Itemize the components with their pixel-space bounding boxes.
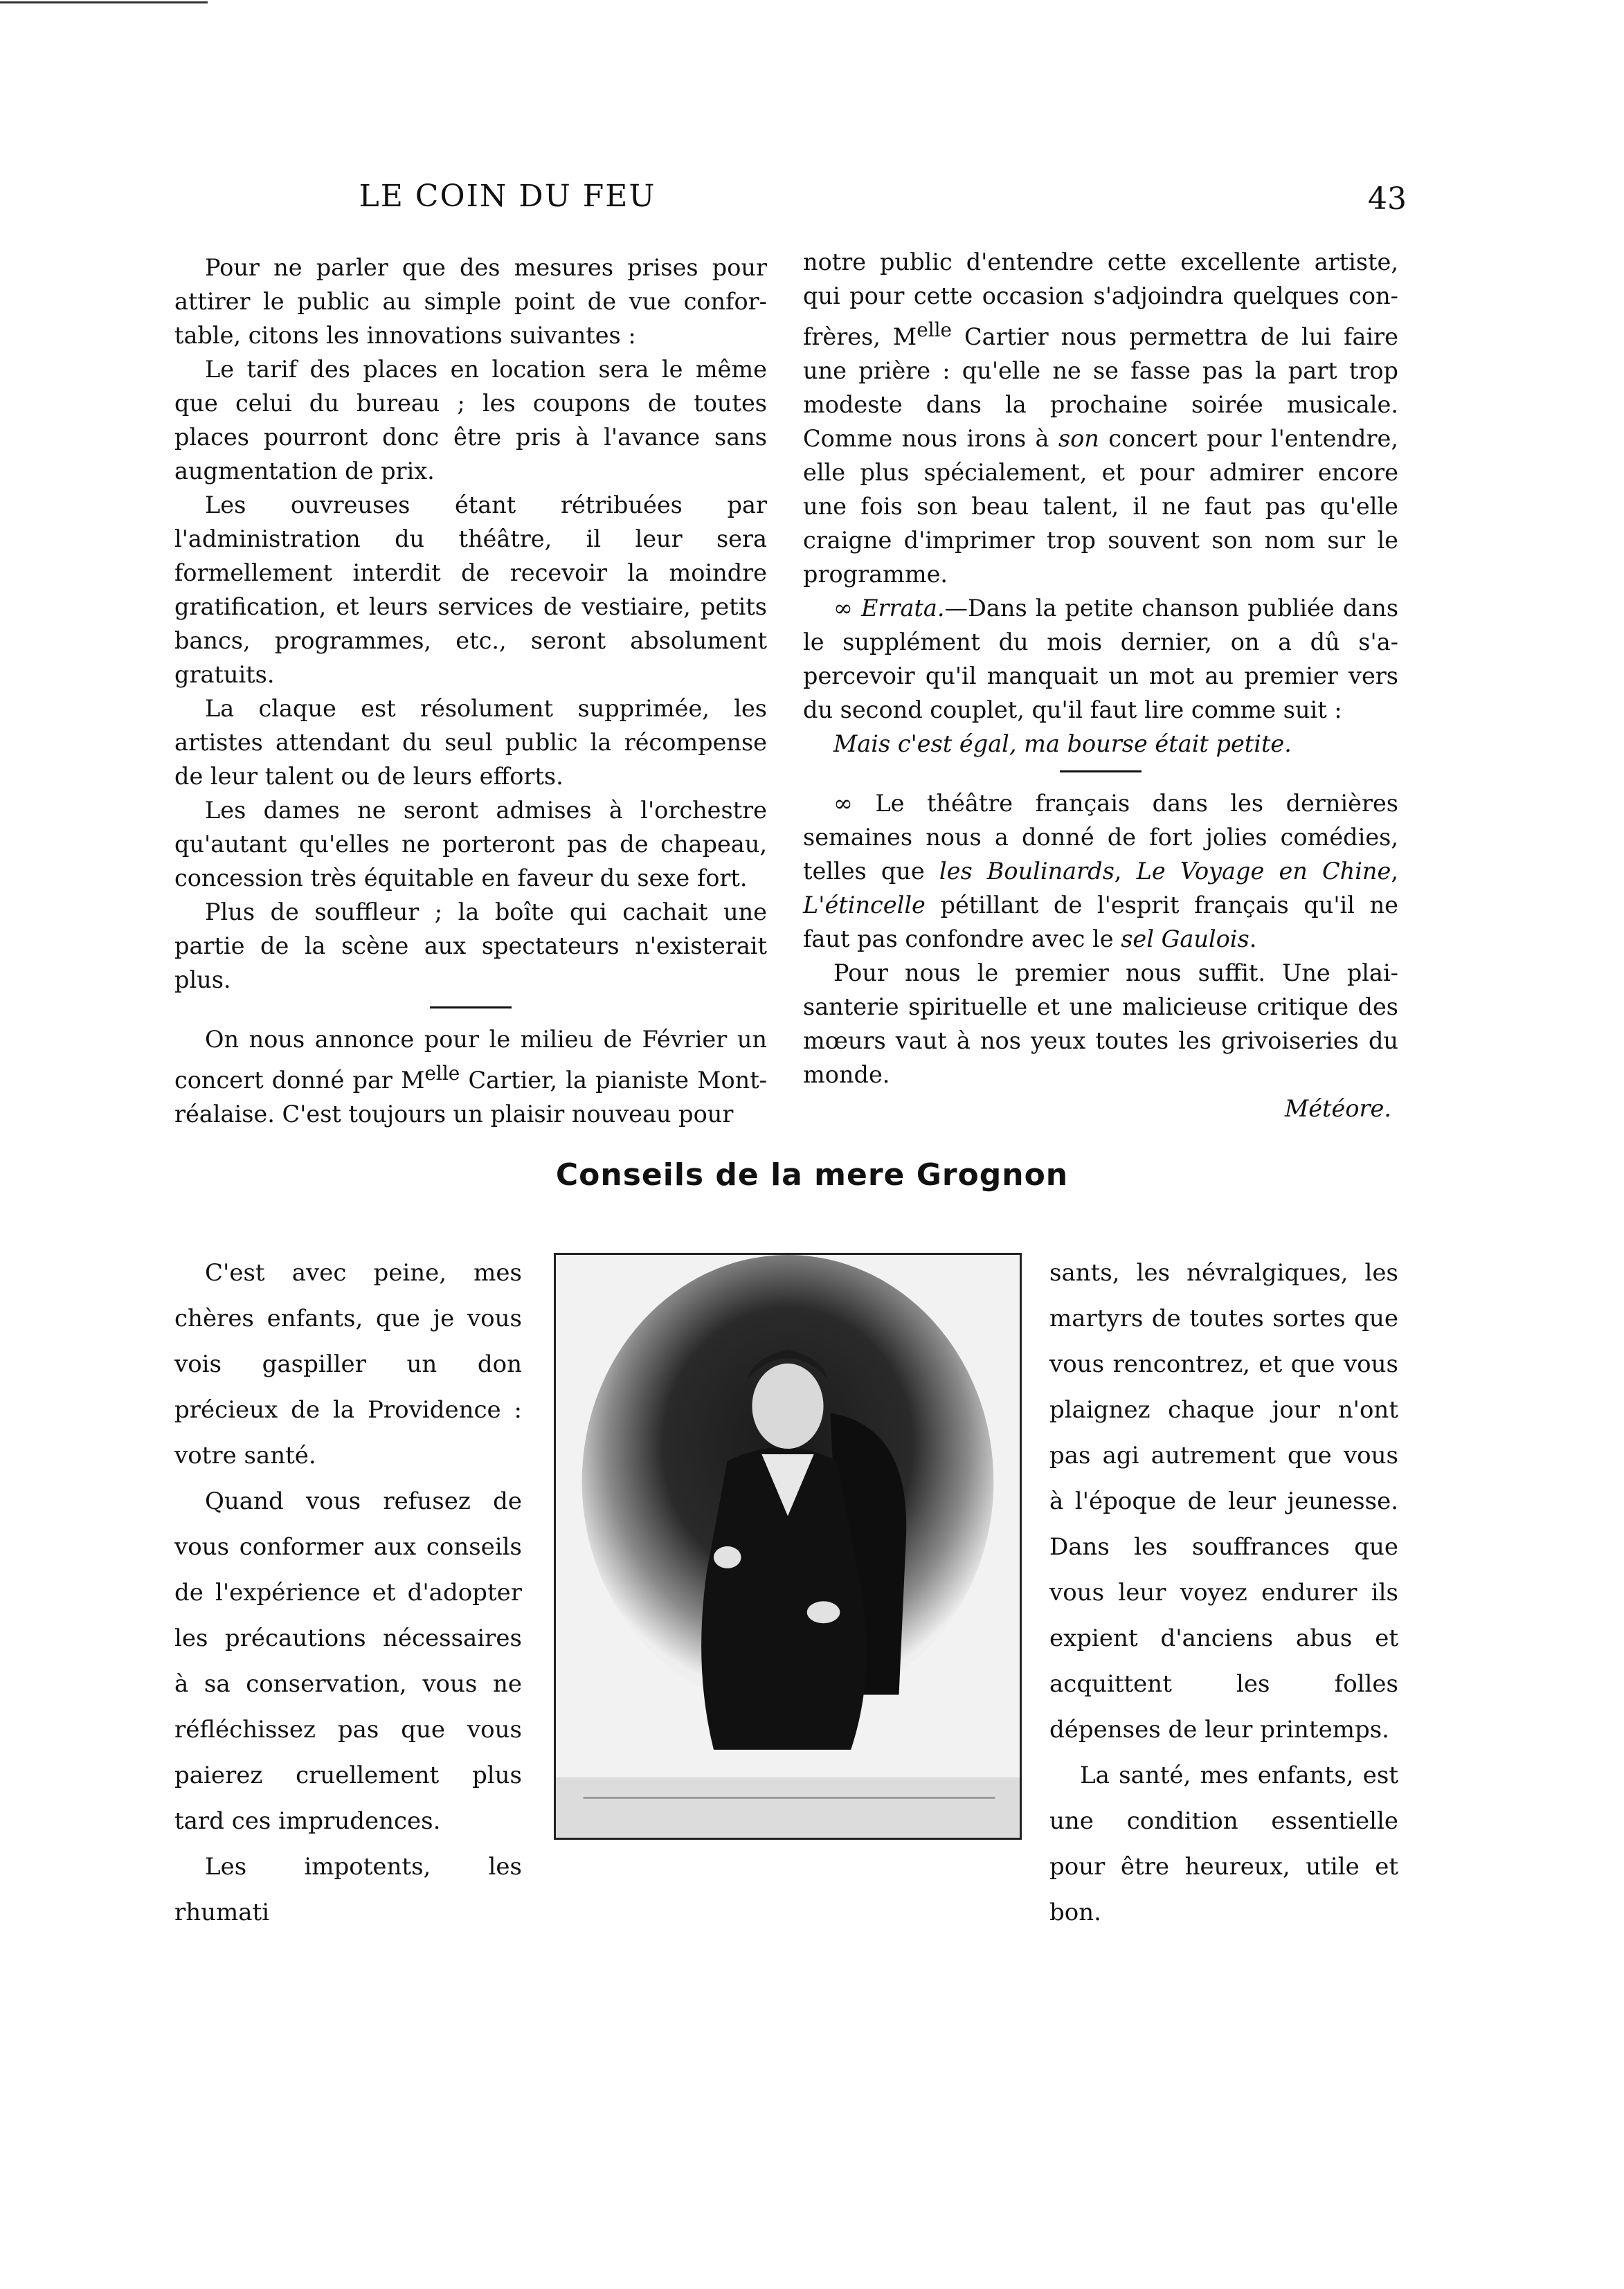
seated-woman-illustration bbox=[556, 1255, 1020, 1838]
section-divider bbox=[430, 1006, 512, 1008]
paragraph: Plus de souffleur ; la boîte qui cachait une partie de la scène aux spectateurs n'existerait plus. bbox=[174, 898, 767, 993]
paragraph: Quand vous refusez de vous conformer aux conseils de l'expérience et d'adopter les précautions nécessaires à sa conservation, vous ne réfléchissez pas que vous paierez cruellement plus tard ces imprudences. bbox=[174, 1487, 522, 1835]
ornament-icon: ∞ bbox=[833, 595, 853, 622]
paragraph: La santé, mes enfants, est une condition essentielle pour être heureux, utile et bon. bbox=[1049, 1762, 1398, 1926]
paragraph: La claque est résolument supprimée, les artistes attendant du seul public la récompense de leur talent ou de leurs efforts. bbox=[174, 695, 767, 790]
paragraph: Pour ne parler que des mesures prises pour attirer le public au simple point de vue confortable, citons les innovations suivantes : bbox=[174, 254, 767, 349]
concert-paragraph: On nous annonce pour le milieu de Février un concert donné par $M^{elle}$ Cartier, la pianiste Montréalaise. C'est toujours un plaisir nouveau pour bbox=[174, 1026, 767, 1128]
signature: Météore. bbox=[1284, 1095, 1391, 1123]
ornament-icon: ∞ bbox=[833, 790, 853, 817]
errata-label: Errata. bbox=[861, 595, 945, 622]
paragraph: Les impotents, les rhumati bbox=[174, 1853, 522, 1926]
quoted-verse: Mais c'est égal, ma bourse était petite. bbox=[833, 730, 1292, 758]
paragraph: Pour nous le premier nous suffit. Une plaisanterie spirituelle et une malicieuse critique des mœurs vaut à nos yeux toutes les grivoiseries du monde. bbox=[803, 959, 1398, 1089]
article-column-left bbox=[174, 251, 767, 1131]
paragraph: Les ouvreuses étant rétribuées par l'administration du théâtre, il leur sera formellement interdit de recevoir la moindre gratification, et leurs services de vestiaire, petits bancs, programmes, etc., seront absolument gratuits. bbox=[174, 491, 767, 688]
portrait-illustration bbox=[554, 1253, 1022, 1840]
advice-column-left bbox=[174, 1250, 522, 1935]
paragraph: notre public d'entendre cette excellente artiste, qui pour cette occasion s'adjoindra quelques confrères, $M^{elle}$ Cartier nous permettra de lui faire une prière : qu'elle ne se fasse pas la part trop modeste dans la prochaine soirée musicale. Comme nous irons à son concert pour l'entendre, elle plus spécialement, et pour admirer encore une fois son beau talent, il ne faut pas qu'elle craigne d'imprimer trop souvent son nom sur le programme. bbox=[803, 248, 1398, 588]
errata-paragraph: ∞ Errata.—Dans la petite chanson publiée dans le supplément du mois dernier, on a dû s'apercevoir qu'il manquait un mot au premier vers du second couplet, qu'il faut lire comme suit : bbox=[803, 595, 1399, 724]
theatre-paragraph: ∞ Le théâtre français dans les dernières semaines nous a donné de fort jolies comédies, telles que les Boulinards, Le Voyage en Chine, L'étincelle pétillant de l'esprit français qu'il ne faut pas confondre avec le sel Gaulois. bbox=[803, 790, 1398, 953]
paragraph: sants, les névralgiques, les martyrs de toutes sortes que vous rencontrez, et que vous plaignez chaque jour n'ont pas agi autrement que vous à l'époque de leur jeunesse. Dans les souffrances que vous leur voyez endurer ils expient d'anciens abus et acquittent les folles dépenses de leur printemps. bbox=[1049, 1259, 1398, 1744]
article-column-right bbox=[803, 245, 1398, 1125]
page-number: 43 bbox=[1368, 181, 1407, 217]
running-title: LE COIN DU FEU bbox=[359, 179, 656, 214]
section-divider bbox=[1060, 770, 1142, 772]
advice-column-right bbox=[1049, 1250, 1398, 1935]
paragraph: Les dames ne seront admises à l'orchestre qu'autant qu'elles ne porteront pas de chapeau, concession très équitable en faveur du sexe fort. bbox=[174, 797, 767, 892]
scan-edge-mark bbox=[0, 0, 222, 6]
paragraph: Le tarif des places en location sera le même que celui du bureau ; les coupons de toutes places pourront donc être pris à l'avance sans augmentation de prix. bbox=[174, 356, 767, 485]
paragraph: C'est avec peine, mes chères enfants, que je vous vois gaspiller un don précieux de la Providence : votre santé. bbox=[174, 1259, 522, 1469]
section-title: Conseils de la mere Grognon bbox=[555, 1157, 1069, 1193]
